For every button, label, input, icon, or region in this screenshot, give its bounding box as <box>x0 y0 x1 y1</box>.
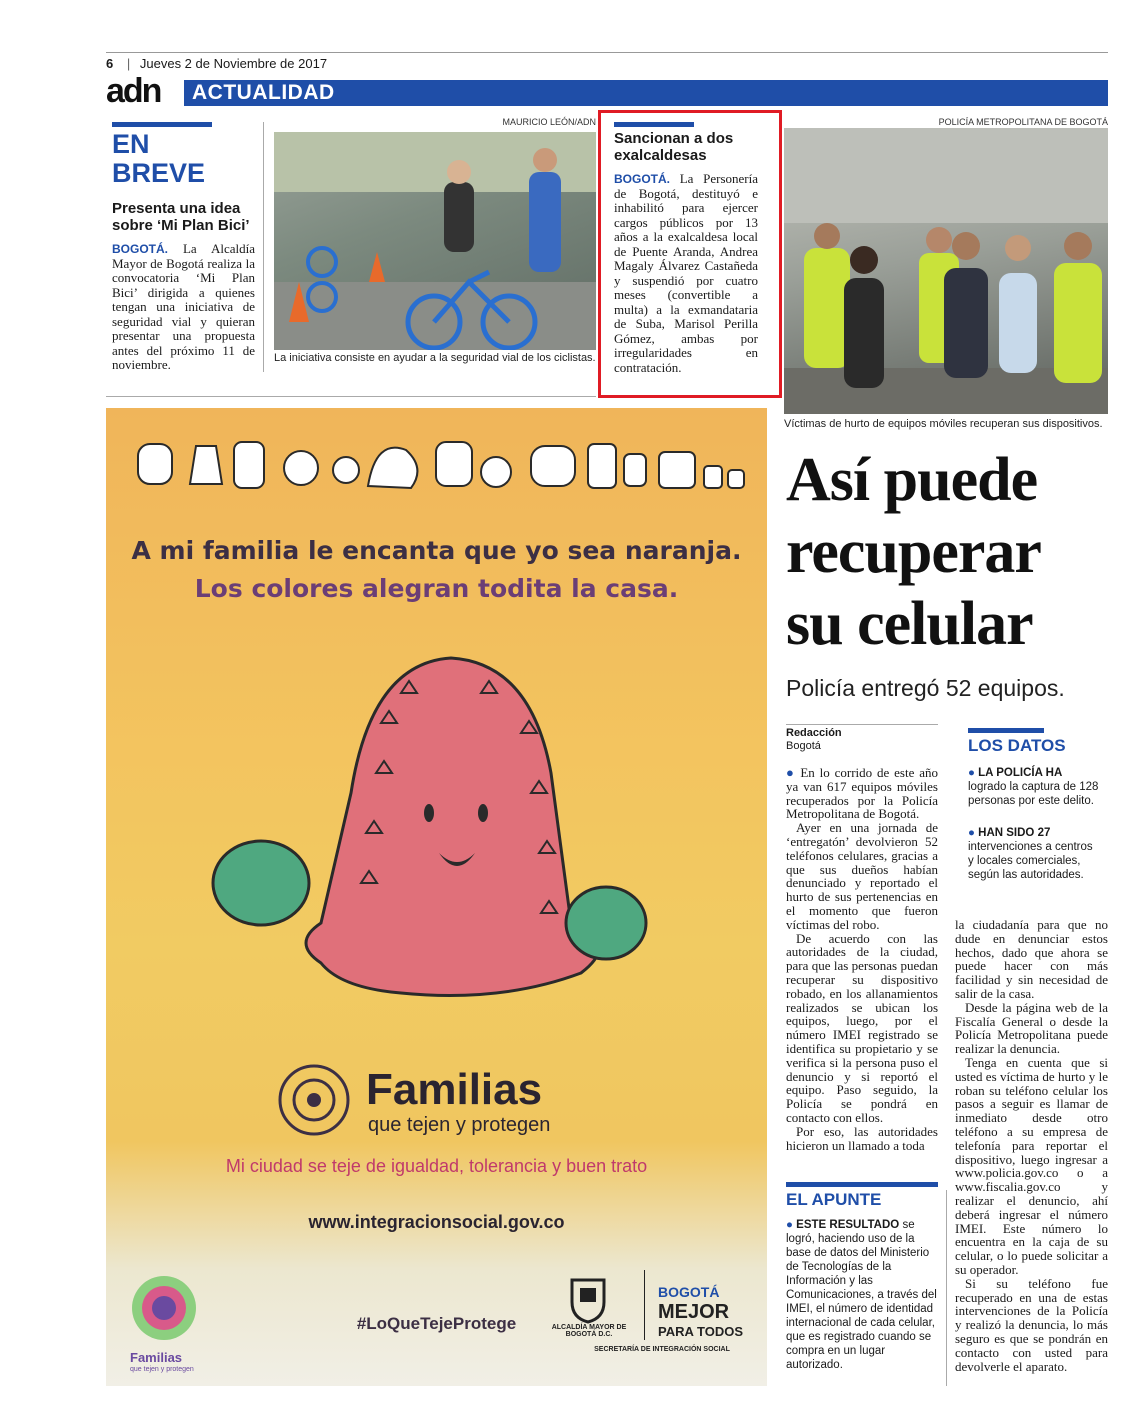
sanciones-headline: Sancionan a dos exalcaldesas <box>614 130 734 164</box>
breve-title <box>112 130 205 188</box>
breve-rule <box>112 122 212 127</box>
col1-paragraph-1: En lo corrido de este año ya van 617 equipos móviles recuperados por la Policía Metropolitana de Bogotá. <box>786 765 939 822</box>
headline-line1: Así puede <box>786 446 1038 514</box>
byline-rule <box>786 724 938 725</box>
bogota-line2: MEJOR <box>658 1301 730 1323</box>
photo-credit-bici: MAURICIO LEÓN/ADN <box>502 117 596 127</box>
ad-brand-sub: que tejen y protegen <box>368 1114 551 1136</box>
datos-item-2-lead: HAN SIDO 27 <box>978 827 1051 839</box>
sanciones-body-text: La Personería de Bogotá, destituyó e inhabilitó para ejercer cargos públicos por 13 años a la exalcaldesa local de Puente Aranda, Andrea Magaly Álvarez Castañeda y suspendió por cuatro meses (convertible a multa) a la exmandataria de Suba, Marisol Perilla Gómez, ambas por irregularidades en contratación. <box>614 171 758 375</box>
breve-place: BOGOTÁ. <box>112 242 168 256</box>
breve-body-text: La Alcaldía Mayor de Bogotá realiza la convocatoria ‘Mi Plan Bici’ dirigida a quienes tengan una iniciativa de seguridad vial y quieran presentar una propuesta antes del próximo 11 de noviembre. <box>112 241 255 372</box>
article-headline <box>786 444 1041 660</box>
photo-caption-bici: La iniciativa consiste en ayudar a la seguridad vial de los ciclistas. <box>274 352 596 364</box>
datos-item-1 <box>968 766 1100 808</box>
top-rule <box>106 52 1108 53</box>
bogota-coat-of-arms-icon <box>568 1274 608 1324</box>
column-divider <box>946 1190 947 1386</box>
police-photo <box>784 128 1108 414</box>
article-deck: Policía entregó 52 equipos. <box>786 675 1065 701</box>
col1-paragraph-4: Por eso, las autoridades hicieron un llamado a toda <box>786 1123 938 1153</box>
apunte-rule <box>786 1182 938 1187</box>
col1-paragraph-3: De acuerdo con las autoridades de la ciudad, para que las personas puedan recuperar su dispositivo robado, en los allanamientos realizados se ubican los equipos, luego, por el número IMEI registrado se identifica su propietario y se verifica si la persona puso el denuncio y si reportó el equipo. Paso seguido, la Policía se pondrá en contacto con ellos. <box>786 930 938 1125</box>
breve-title-line1: EN <box>112 129 150 159</box>
col2-paragraph-4: Si su teléfono fue recuperado en una de estas intervenciones de la Policía y realizó la denuncia, lo más seguro es que se pondrán en contacto con usted para devolverle el aparato. <box>955 1275 1108 1374</box>
section-title: ACTUALIDAD <box>192 81 335 104</box>
ad-footer-divider <box>644 1270 645 1340</box>
sanciones-body <box>614 172 758 375</box>
headline-line2: recuperar <box>786 518 1041 586</box>
col2-paragraph-2: Desde la página web de la Fiscalía General o desde la Policía Metropolitana puede realizar la denuncia. <box>955 999 1108 1057</box>
footer-brand: Familias <box>130 1350 183 1365</box>
sanciones-place: BOGOTÁ. <box>614 172 670 186</box>
bogota-line3: PARA TODOS <box>658 1324 743 1339</box>
ad-brand: Familias <box>366 1065 543 1114</box>
photo-credit-police: POLICÍA METROPOLITANA DE BOGOTÁ <box>938 117 1108 127</box>
article-column-1 <box>786 766 938 1152</box>
ad-slogan: Mi ciudad se teje de igualdad, tolerancia y buen trato <box>225 1156 648 1176</box>
familias-emblem-icon <box>274 1060 354 1140</box>
ad-hashtag: #LoQueTejeProtege <box>356 1314 517 1333</box>
footer-brand-sub: que tejen y protegen <box>130 1366 194 1373</box>
bogota-line1: BOGOTÁ <box>658 1284 720 1300</box>
sanciones-rule <box>614 122 694 127</box>
ad-url: www.integracionsocial.gov.co <box>308 1212 565 1232</box>
pink-character-illustration <box>201 633 661 1013</box>
folio: 6 | Jueves 2 de Noviembre de 2017 <box>106 56 328 71</box>
characters-row <box>106 408 767 518</box>
headline-line3: su celular <box>786 590 1033 658</box>
familias-advertisement <box>106 408 767 1386</box>
datos-item-1-lead: LA POLICÍA HA <box>978 767 1062 779</box>
horizontal-rule <box>106 396 596 397</box>
apunte-body <box>786 1218 938 1372</box>
ad-headline: A mi familia le encanta que yo sea naranja. <box>131 536 742 565</box>
column-divider <box>263 122 264 372</box>
byline: Redacción <box>786 727 842 739</box>
familias-footer-logo-icon <box>126 1270 202 1346</box>
bullet-icon: ● <box>786 1219 793 1231</box>
alcaldia-label: ALCALDÍA MAYOR DE BOGOTÁ D.C. <box>551 1324 627 1338</box>
breve-title-line2: BREVE <box>112 158 206 188</box>
ad-subheadline: Los colores alegran todita la casa. <box>194 574 679 603</box>
byline-place: Bogotá <box>786 740 821 752</box>
adn-logo: adn <box>106 72 161 110</box>
photo-caption-police: Víctimas de hurto de equipos móviles recuperan sus dispositivos. <box>784 418 1103 430</box>
col2-paragraph-1: la ciudadanía para que no dude en denunciar estos hechos, dado que ahora se puede hacer con más facilidad y sin necesidad de salir de la casa. <box>955 917 1108 1001</box>
secretaria-label: SECRETARÍA DE INTEGRACIÓN SOCIAL <box>594 1346 730 1353</box>
datos-item-2 <box>968 826 1100 882</box>
article-column-2 <box>955 918 1108 1373</box>
bullet-icon: ● <box>786 765 796 780</box>
datos-rule <box>968 728 1044 733</box>
bike-photo <box>274 132 596 350</box>
datos-title: LOS DATOS <box>968 736 1066 755</box>
issue-date: Jueves 2 de Noviembre de 2017 <box>139 56 328 71</box>
bullet-icon: ● <box>968 827 975 839</box>
bullet-icon: ● <box>968 767 975 779</box>
apunte-lead: ESTE RESULTADO <box>796 1219 900 1231</box>
page-number: 6 <box>106 56 114 71</box>
datos-item-2-text: intervenciones a centros y locales comerciales, según las autoridades. <box>968 841 1093 881</box>
datos-item-1-text: logrado la captura de 128 personas por este delito. <box>968 781 1099 807</box>
apunte-title: EL APUNTE <box>786 1190 882 1209</box>
col2-paragraph-3: Tenga en cuenta que si usted es víctima de hurto y le roban su teléfono celular los pasos a seguir es llamar de inmediato desde otro teléfono a su empresa de telefonía para reportar el dispositivo, luego ingresar a www.policia.gov.co o a www.fiscalia.gov.co y realizar el denuncio, ahí deberá ingresar el número IMEI. Este número lo encuentra en la caja de su celular, o lo puede solicitar a su operador. <box>955 1054 1108 1277</box>
breve-body <box>112 242 255 373</box>
apunte-text: se logró, haciendo uso de la base de datos del Ministerio de Tecnologías de la Información y las Comunicaciones, a través del IMEI, el número de identidad internacional de cada celular, que es registrado cuando se compra en un lugar autorizado. <box>786 1219 937 1371</box>
section-bar <box>184 80 1108 106</box>
breve-headline: Presenta una idea sobre ‘Mi Plan Bici’ <box>112 200 250 234</box>
col1-paragraph-2: Ayer en una jornada de ‘entregatón’ devolvieron 52 teléfonos celulares, gracias a que sus dueños habían denunciado y reportado el hurto de sus pertenencias en el momento que fueron víctimas del robo. <box>786 820 938 932</box>
